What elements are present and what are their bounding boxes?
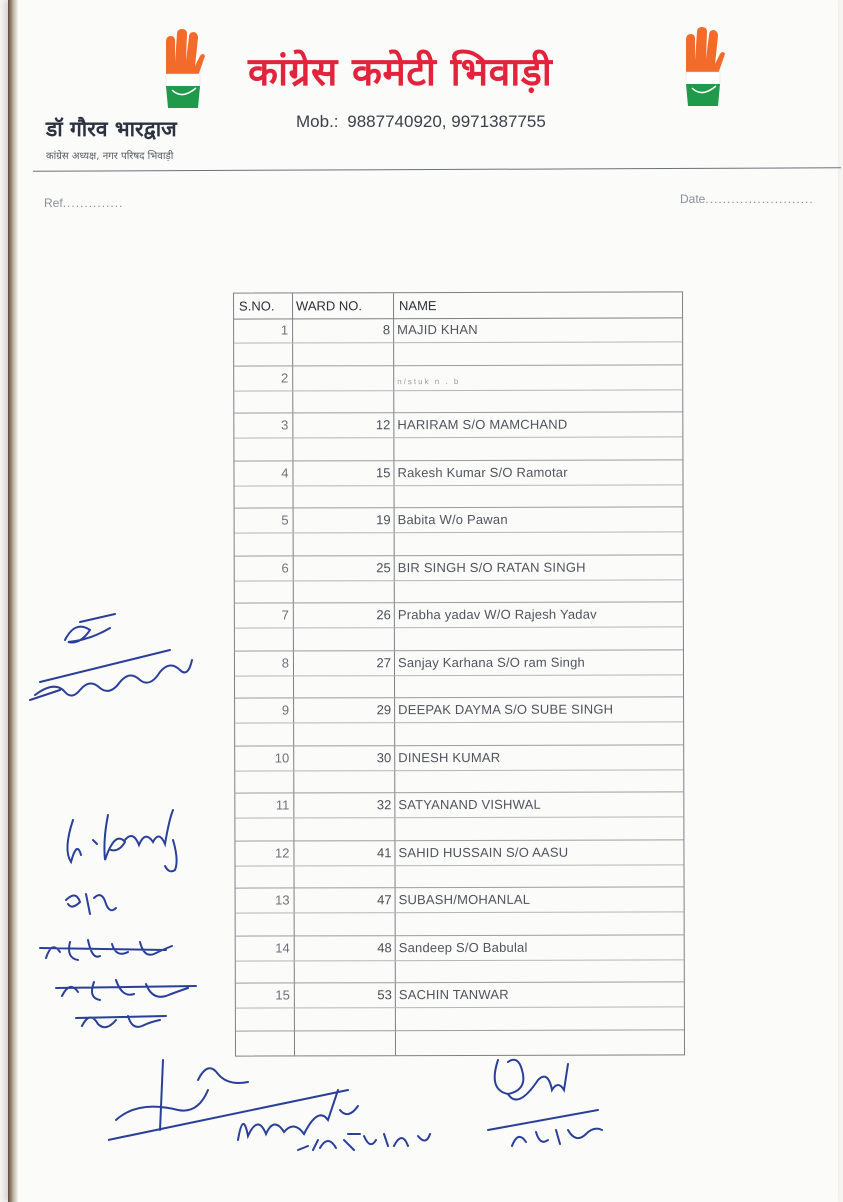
table-row [234, 460, 682, 509]
row-subdivider [235, 864, 683, 866]
table-row [236, 935, 684, 984]
row-subdivider [235, 626, 683, 628]
page-edge-shadow [8, 0, 18, 1202]
cell-sno: 1 [280, 322, 289, 338]
cell-sno: 13 [275, 892, 290, 908]
letterhead-page [8, 0, 838, 1202]
header-divider [33, 167, 841, 172]
table-row [236, 887, 684, 936]
cell-ward: 41 [376, 844, 392, 860]
cell-name: Rakesh Kumar S/O Ramotar [397, 464, 568, 480]
row-subdivider [235, 531, 683, 533]
ref-dots: .............. [62, 196, 124, 210]
cell-name: SATYANAND VISHWAL [398, 796, 541, 813]
cell-ward: 47 [377, 892, 392, 908]
header-sno: S.NO. [239, 298, 275, 314]
cell-ward: 48 [377, 939, 392, 955]
cell-sno: 12 [274, 844, 290, 860]
congress-hand-logo-icon [678, 26, 726, 108]
row-subdivider [235, 816, 683, 818]
table-row [234, 317, 682, 366]
organization-name: कांग्रेस कमेटी भिवाड़ी [248, 50, 553, 95]
cell-ward: 19 [376, 512, 391, 528]
row-subdivider [236, 959, 684, 961]
ref-field [44, 196, 123, 210]
cell-ward: 26 [376, 607, 391, 623]
ward-table [233, 291, 685, 1056]
cell-sno: 5 [281, 512, 289, 528]
ref-label: Ref [44, 196, 63, 210]
cell-sno: 10 [274, 749, 290, 765]
cell-ward: 30 [376, 749, 392, 765]
cell-name: n/stuk n . b [397, 376, 461, 386]
cell-ward: 15 [375, 464, 391, 480]
signature-left-top [20, 600, 210, 720]
cell-name: SAHID HUSSAIN S/O AASU [398, 844, 569, 860]
table-row [236, 982, 684, 1031]
cell-name: Babita W/o Pawan [397, 511, 508, 528]
row-subdivider [235, 674, 683, 676]
table-row [235, 745, 683, 794]
date-dots: ......................... [705, 192, 814, 206]
row-subdivider [234, 436, 682, 438]
table-row [235, 840, 683, 889]
mobile-value: 9887740920, 9971387755 [347, 112, 546, 131]
table-header [234, 292, 682, 319]
congress-hand-logo-icon [158, 28, 206, 110]
cell-sno: 11 [275, 797, 290, 813]
row-subdivider [235, 769, 683, 771]
person-name: डॉ गौरव भारद्वाज [46, 116, 177, 141]
signature-bhardwaj [53, 800, 203, 880]
cell-sno: 2 [280, 369, 289, 385]
cell-ward: 8 [382, 322, 391, 338]
signature-hindi [36, 880, 206, 1040]
cell-name: BIR SINGH S/O RATAN SINGH [397, 559, 586, 575]
cell-sno: 4 [281, 464, 289, 480]
table-row [235, 792, 683, 841]
cell-ward: 12 [375, 417, 391, 433]
table-row [234, 412, 682, 461]
header-name: NAME [399, 298, 437, 314]
cell-ward: 25 [376, 559, 391, 575]
cell-ward: 29 [376, 702, 392, 718]
cell-sno: 7 [281, 607, 289, 623]
table-body [234, 317, 684, 1055]
cell-ward: 32 [376, 797, 392, 813]
person-title: कांग्रेस अध्यक्ष, नगर परिषद भिवाड़ी [46, 151, 174, 162]
cell-name: MAJID KHAN [397, 321, 478, 338]
cell-name: SUBASH/MOHANLAL [398, 891, 531, 908]
cell-name: Prabha yadav W/O Rajesh Yadav [397, 606, 597, 623]
row-subdivider [235, 579, 683, 581]
cell-name: Sanjay Karhana S/O ram Singh [397, 654, 585, 670]
header-ward: WARD NO. [296, 298, 363, 314]
cell-ward: 27 [376, 654, 391, 670]
cell-sno: 15 [275, 987, 290, 1003]
row-subdivider [235, 484, 683, 486]
cell-name: DINESH KUMAR [398, 749, 501, 765]
cell-sno: 9 [281, 702, 290, 718]
cell-sno: 3 [281, 417, 289, 433]
cell-ward: 53 [377, 987, 392, 1003]
cell-sno: 6 [281, 559, 289, 575]
row-subdivider [236, 911, 684, 913]
mobile-numbers [296, 112, 546, 132]
signature-imran-khan [108, 1050, 438, 1160]
row-subdivider [236, 1006, 684, 1008]
cell-name: DEEPAK DAYMA S/O SUBE SINGH [398, 701, 614, 718]
cell-sno: 8 [281, 654, 289, 670]
row-subdivider [234, 341, 682, 343]
cell-name: Sandeep S/O Babulal [398, 939, 528, 955]
date-field [680, 192, 814, 206]
date-label: Date [680, 192, 706, 206]
table-row [235, 650, 683, 699]
mobile-label: Mob.: [296, 112, 339, 131]
table-row [235, 697, 683, 746]
signature-right [478, 1050, 618, 1150]
cell-name: HARIRAM S/O MAMCHAND [397, 416, 568, 433]
table-row [235, 555, 683, 604]
table-row [234, 365, 682, 414]
table-row [235, 602, 683, 651]
cell-sno: 14 [275, 939, 290, 955]
table-row [235, 507, 683, 556]
cell-name: SACHIN TANWAR [398, 986, 509, 1003]
row-subdivider [235, 721, 683, 723]
